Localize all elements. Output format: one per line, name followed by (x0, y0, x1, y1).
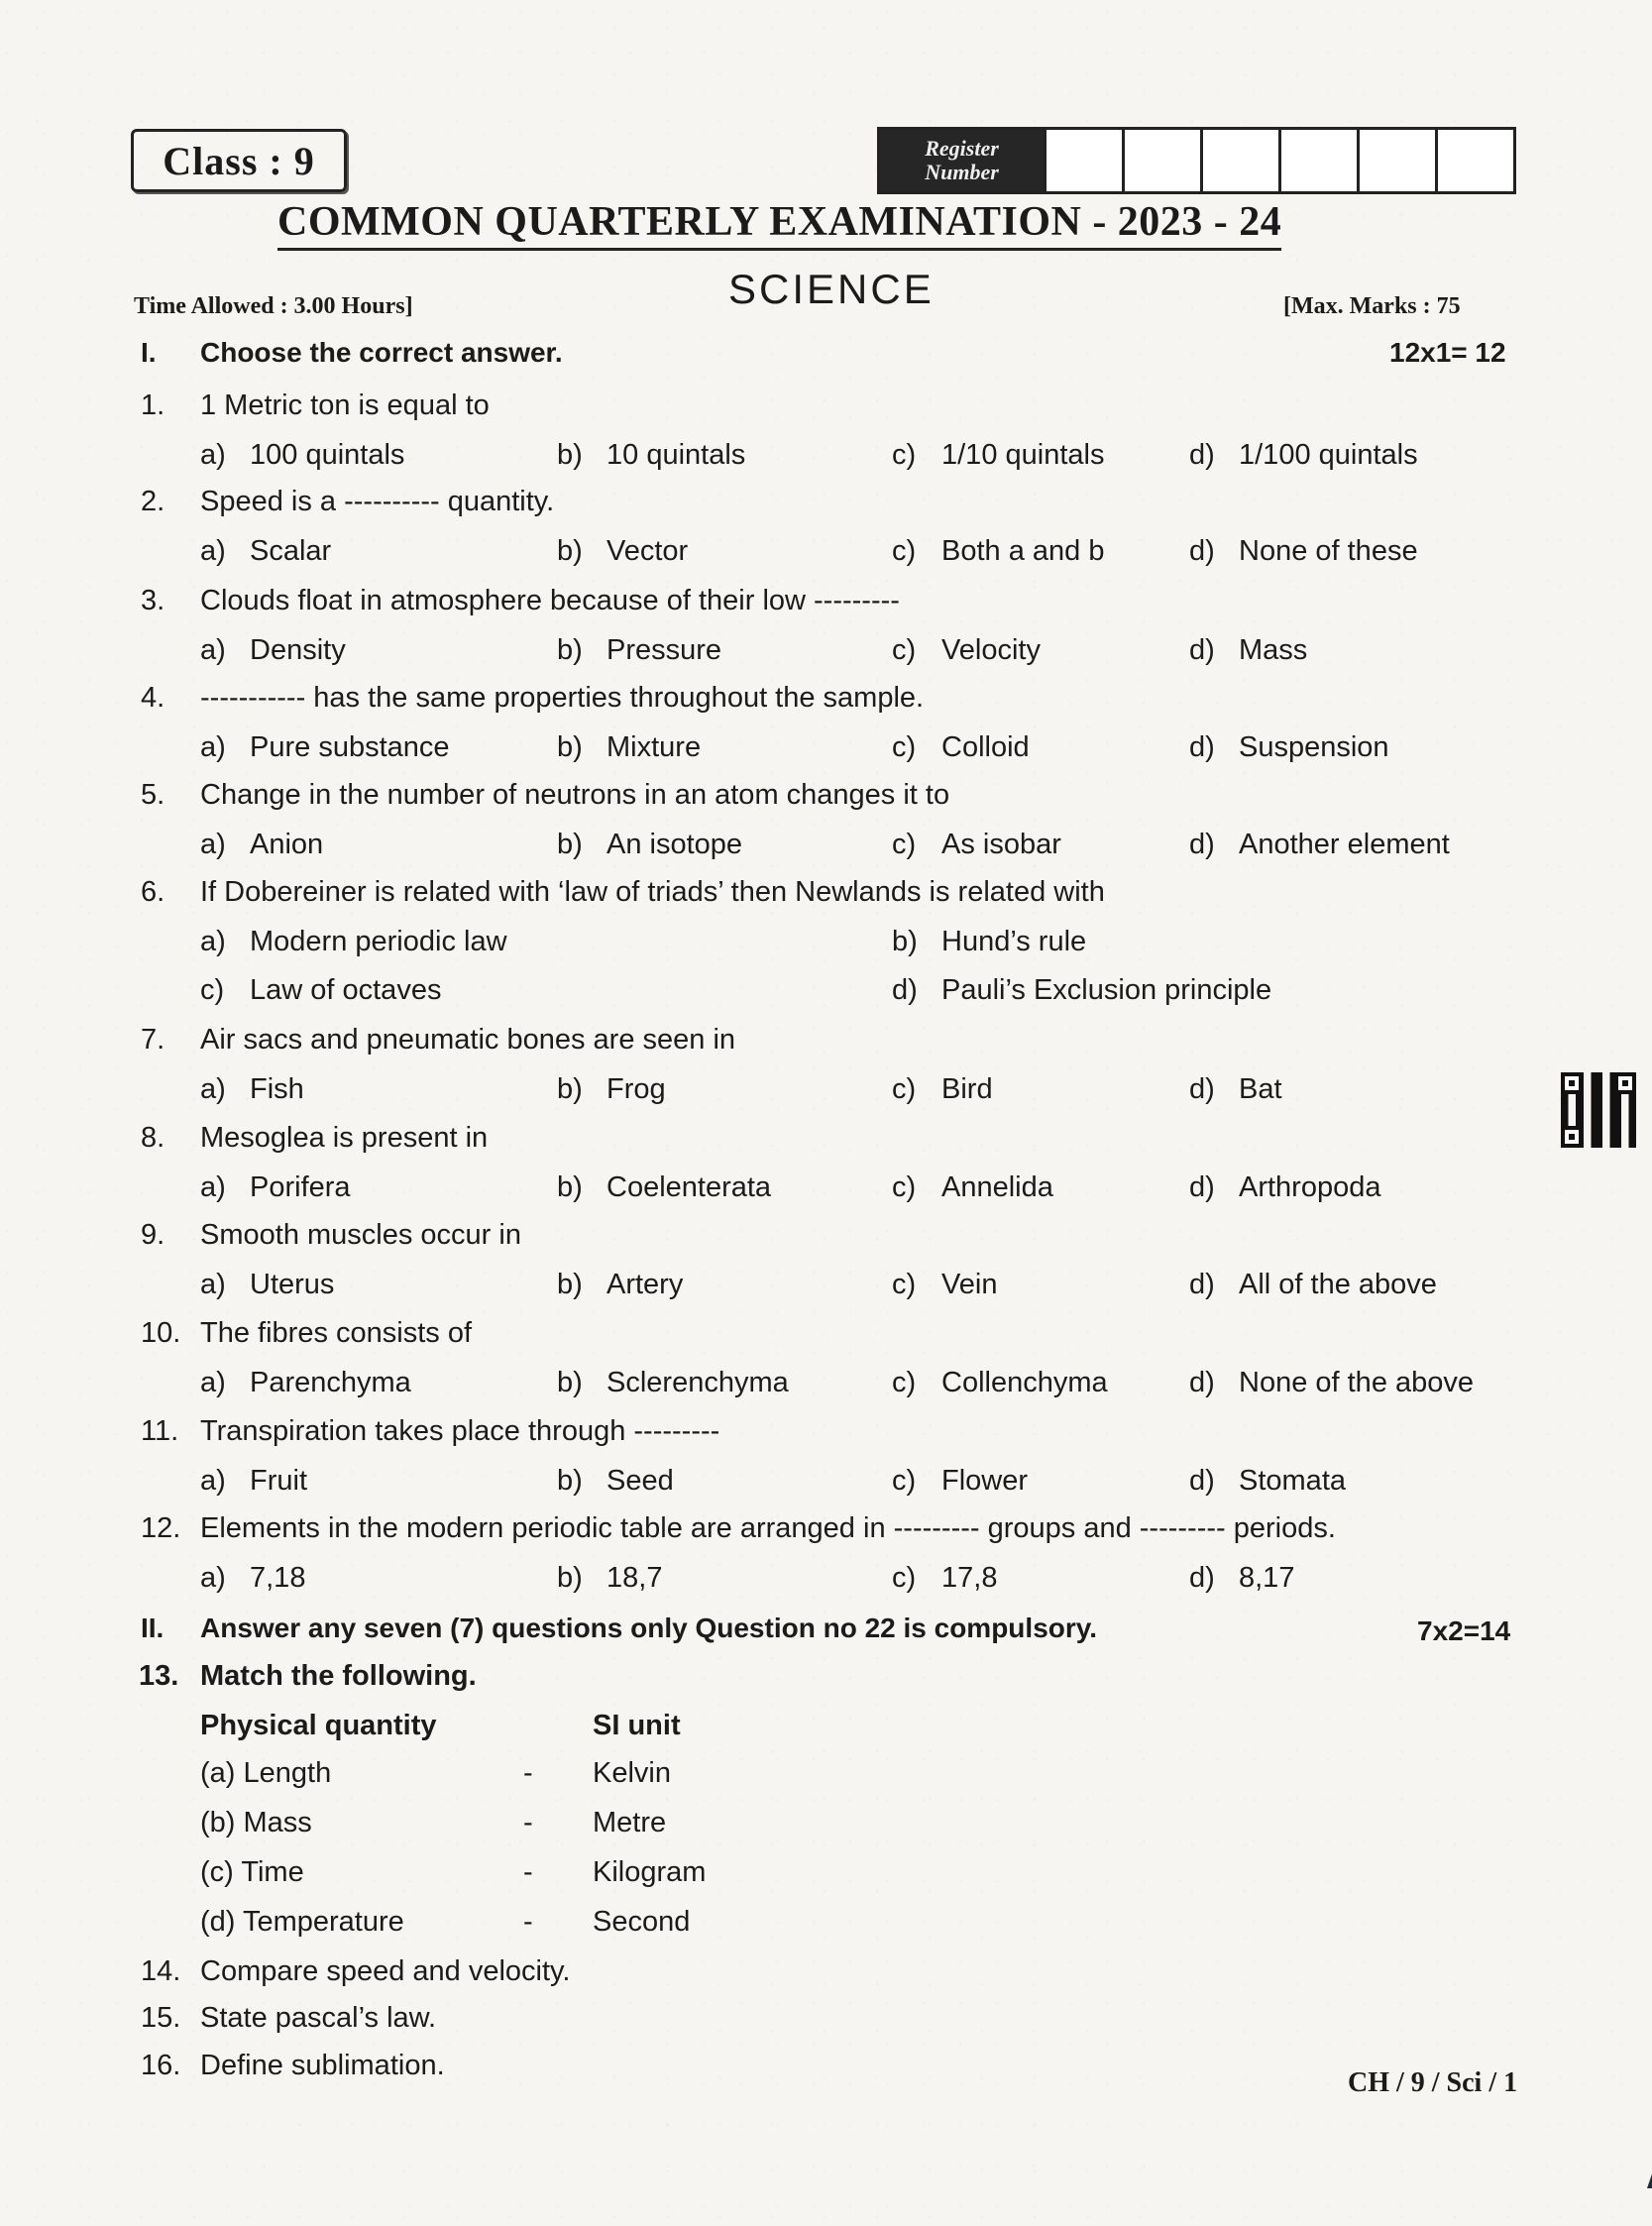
section-2-marks: 7x2=14 (1417, 1615, 1511, 1646)
option-label: b) (557, 1269, 583, 1300)
question-7-option-d[interactable] (1189, 1073, 1282, 1106)
option-label: d) (1189, 731, 1215, 763)
option-label: c) (892, 1269, 917, 1300)
question-7-number: 7. (141, 1024, 165, 1056)
option-label: b) (557, 1465, 583, 1497)
option-label: b) (557, 634, 583, 666)
match-right-a: Kelvin (593, 1757, 671, 1789)
question-16-number: 16. (141, 2050, 181, 2081)
option-label: b) (892, 926, 918, 957)
question-10-number: 10. (141, 1317, 181, 1349)
question-7-text: Air sacs and pneumatic bones are seen in (200, 1024, 736, 1056)
question-2-option-c[interactable] (892, 535, 1104, 568)
option-label: c) (892, 439, 917, 471)
question-11-text: Transpiration takes place through --------- (200, 1415, 720, 1447)
option-text: Mass (1239, 634, 1308, 666)
question-14-number: 14. (141, 1955, 181, 1987)
option-text: Bird (941, 1073, 993, 1105)
option-label: d) (1189, 634, 1215, 666)
match-right-d: Second (593, 1906, 691, 1938)
question-11-number: 11. (141, 1415, 179, 1447)
question-14-text: Compare speed and velocity. (200, 1955, 571, 1987)
option-label: a) (200, 829, 226, 860)
option-label: a) (200, 535, 226, 567)
question-9-option-a[interactable] (200, 1269, 334, 1301)
match-col1-header: Physical quantity (200, 1710, 437, 1741)
question-10-text: The fibres consists of (200, 1317, 472, 1349)
option-label: d) (1189, 1171, 1215, 1203)
option-label: d) (1189, 1562, 1215, 1594)
option-text: Law of octaves (250, 974, 442, 1006)
option-text: Both a and b (941, 535, 1105, 567)
question-4-option-c[interactable] (892, 731, 1030, 764)
question-12-option-b[interactable] (557, 1562, 662, 1595)
match-sep: - (523, 1906, 533, 1938)
question-3-number: 3. (141, 585, 165, 616)
option-text: Pressure (606, 634, 722, 666)
register-digit-cell[interactable] (1122, 130, 1200, 191)
question-8-option-b[interactable] (557, 1171, 771, 1204)
option-text: Vein (941, 1269, 998, 1300)
option-label: c) (892, 731, 917, 763)
option-label: c) (892, 829, 917, 860)
question-5-option-d[interactable] (1189, 829, 1450, 861)
match-right-c: Kilogram (593, 1856, 707, 1888)
question-6-option-d[interactable] (892, 974, 1271, 1007)
question-8-option-d[interactable] (1189, 1171, 1381, 1204)
question-10-option-c[interactable] (892, 1367, 1108, 1399)
question-4-option-d[interactable] (1189, 731, 1389, 764)
option-label: c) (892, 1073, 917, 1105)
max-marks: [Max. Marks : 75 (1283, 293, 1461, 319)
option-label: d) (1189, 1073, 1215, 1105)
question-6-text: If Dobereiner is related with ‘law of triads’ then Newlands is related with (200, 876, 1105, 908)
option-text: Seed (606, 1465, 674, 1497)
question-9-option-c[interactable] (892, 1269, 997, 1301)
option-text: 100 quintals (250, 439, 405, 471)
register-label-line1: Register (925, 136, 999, 161)
option-text: Colloid (941, 731, 1030, 763)
option-text: Stomata (1239, 1465, 1346, 1497)
question-5-text: Change in the number of neutrons in an atom changes it to (200, 779, 950, 811)
question-6-option-c[interactable] (200, 974, 441, 1007)
question-3-text: Clouds float in atmosphere because of their low --------- (200, 585, 900, 616)
question-5-number: 5. (141, 779, 165, 811)
exam-title: COMMON QUARTERLY EXAMINATION - 2023 - 24 (277, 198, 1281, 251)
option-label: a) (200, 926, 226, 957)
question-9-number: 9. (141, 1219, 165, 1251)
qr-code-icon (1561, 1072, 1636, 1148)
question-4-number: 4. (141, 682, 165, 714)
option-label: b) (557, 829, 583, 860)
question-11-option-c[interactable] (892, 1465, 1028, 1498)
option-text: None of these (1239, 535, 1418, 567)
register-digit-cell[interactable] (1278, 130, 1357, 191)
register-label-line2: Number (925, 160, 999, 184)
question-4-option-b[interactable] (557, 731, 701, 764)
option-text: Fruit (250, 1465, 307, 1497)
option-text: Vector (606, 535, 689, 567)
option-label: d) (1189, 829, 1215, 860)
option-text: Pauli’s Exclusion principle (941, 974, 1272, 1006)
option-label: a) (200, 439, 226, 471)
option-text: Arthropoda (1239, 1171, 1381, 1203)
question-12-number: 12. (141, 1512, 181, 1544)
option-label: d) (1189, 535, 1215, 567)
option-label: a) (200, 1171, 226, 1203)
section-1-marks: 12x1= 12 (1389, 337, 1506, 368)
option-text: Artery (606, 1269, 684, 1300)
option-text: Sclerenchyma (606, 1367, 789, 1398)
option-label: c) (892, 1562, 917, 1594)
question-15-text: State pascal’s law. (200, 2002, 437, 2034)
register-number-label (880, 130, 1044, 191)
section-1-number: I. (141, 337, 157, 368)
option-label: d) (1189, 439, 1215, 471)
option-label: d) (1189, 1465, 1215, 1497)
option-text: Mixture (606, 731, 702, 763)
option-text: Parenchyma (250, 1367, 411, 1398)
question-11-option-d[interactable] (1189, 1465, 1346, 1498)
question-6-option-a[interactable] (200, 926, 507, 958)
register-digit-cell[interactable] (1200, 130, 1278, 191)
register-digit-cell[interactable] (1357, 130, 1435, 191)
option-text: 1/100 quintals (1239, 439, 1418, 471)
option-text: 17,8 (941, 1562, 998, 1594)
option-label: c) (892, 634, 917, 666)
option-label: a) (200, 1269, 226, 1300)
option-label: c) (892, 1465, 917, 1497)
option-text: Uterus (250, 1269, 335, 1300)
question-3-option-b[interactable] (557, 634, 721, 667)
question-9-text: Smooth muscles occur in (200, 1219, 521, 1251)
option-label: d) (892, 974, 918, 1006)
option-text: 10 quintals (606, 439, 746, 471)
option-text: All of the above (1239, 1269, 1437, 1300)
option-text: Fish (250, 1073, 304, 1105)
match-left-c: (c) Time (200, 1856, 304, 1888)
register-digit-cell[interactable] (1044, 130, 1122, 191)
match-col2-header: SI unit (593, 1710, 681, 1741)
question-8-text: Mesoglea is present in (200, 1122, 489, 1154)
option-text: 18,7 (606, 1562, 663, 1594)
option-label: b) (557, 1562, 583, 1594)
question-7-option-b[interactable] (557, 1073, 666, 1106)
option-label: c) (892, 535, 917, 567)
option-label: d) (1189, 1269, 1215, 1300)
option-label: b) (557, 439, 583, 471)
question-10-option-a[interactable] (200, 1367, 411, 1399)
question-2-text: Speed is a ---------- quantity. (200, 486, 555, 517)
question-12-option-c[interactable] (892, 1562, 997, 1595)
option-text: An isotope (606, 829, 743, 860)
option-text: Flower (941, 1465, 1029, 1497)
option-text: Porifera (250, 1171, 351, 1203)
tree-logo-icon (1645, 2151, 1652, 2190)
question-5-option-c[interactable] (892, 829, 1061, 861)
register-digit-cell[interactable] (1435, 130, 1513, 191)
question-2-option-a[interactable] (200, 535, 331, 568)
question-1-text: 1 Metric ton is equal to (200, 390, 490, 421)
question-3-option-a[interactable] (200, 634, 346, 667)
option-text: Hund’s rule (941, 926, 1087, 957)
option-label: b) (557, 731, 583, 763)
option-label: b) (557, 1073, 583, 1105)
question-8-option-a[interactable] (200, 1171, 351, 1204)
option-label: c) (892, 1171, 917, 1203)
option-label: c) (200, 974, 225, 1006)
question-11-option-a[interactable] (200, 1465, 307, 1498)
match-left-b: (b) Mass (200, 1807, 312, 1838)
option-label: a) (200, 1562, 226, 1594)
option-text: Frog (606, 1073, 666, 1105)
option-text: Pure substance (250, 731, 450, 763)
section-2-instruction: Answer any seven (7) questions only Question no 22 is compulsory. (200, 1613, 1098, 1643)
option-text: Another element (1239, 829, 1450, 860)
time-allowed: Time Allowed : 3.00 Hours] (134, 293, 413, 319)
question-1-option-a[interactable] (200, 439, 404, 472)
register-number-box (877, 127, 1516, 194)
option-label: a) (200, 1465, 226, 1497)
question-12-option-d[interactable] (1189, 1562, 1294, 1595)
option-text: 1/10 quintals (941, 439, 1105, 471)
question-5-option-a[interactable] (200, 829, 323, 861)
option-label: a) (200, 1367, 226, 1398)
question-5-option-b[interactable] (557, 829, 742, 861)
option-text: As isobar (941, 829, 1061, 860)
question-4-text: ----------- has the same properties throughout the sample. (200, 682, 925, 714)
question-7-option-a[interactable] (200, 1073, 304, 1106)
option-label: b) (557, 1367, 583, 1398)
option-label: b) (557, 535, 583, 567)
option-text: Bat (1239, 1073, 1282, 1105)
option-text: Suspension (1239, 731, 1389, 763)
section-2-number: II. (141, 1613, 165, 1643)
question-2-option-d[interactable] (1189, 535, 1418, 568)
question-2-number: 2. (141, 486, 165, 517)
option-text: Velocity (941, 634, 1041, 666)
question-7-option-c[interactable] (892, 1073, 993, 1106)
question-10-option-d[interactable] (1189, 1367, 1474, 1399)
option-text: Modern periodic law (250, 926, 507, 957)
option-text: Scalar (250, 535, 332, 567)
question-6-option-b[interactable] (892, 926, 1086, 958)
question-9-option-b[interactable] (557, 1269, 683, 1301)
question-6-number: 6. (141, 876, 165, 908)
option-text: Coelenterata (606, 1171, 772, 1203)
option-text: Anion (250, 829, 324, 860)
option-label: b) (557, 1171, 583, 1203)
match-left-d: (d) Temperature (200, 1906, 404, 1938)
question-16-text: Define sublimation. (200, 2050, 445, 2081)
option-label: a) (200, 731, 226, 763)
question-15-number: 15. (141, 2002, 181, 2034)
match-sep: - (523, 1757, 533, 1789)
question-3-option-c[interactable] (892, 634, 1041, 667)
question-2-option-b[interactable] (557, 535, 688, 568)
option-label: c) (892, 1367, 917, 1398)
question-13-text: Match the following. (200, 1660, 477, 1692)
section-1-instruction: Choose the correct answer. (200, 337, 563, 368)
question-1-option-c[interactable] (892, 439, 1104, 472)
option-text: 8,17 (1239, 1562, 1295, 1594)
question-10-option-b[interactable] (557, 1367, 789, 1399)
option-text: Collenchyma (941, 1367, 1108, 1398)
question-12-text: Elements in the modern periodic table are arranged in --------- groups and --------- periods. (200, 1512, 1336, 1544)
option-text: Density (250, 634, 346, 666)
subject-title: SCIENCE (728, 266, 935, 312)
option-text: None of the above (1239, 1367, 1475, 1398)
question-13-number: 13. (139, 1660, 179, 1692)
question-12-option-a[interactable] (200, 1562, 305, 1595)
class-label: Class : 9 (131, 129, 347, 192)
question-8-option-c[interactable] (892, 1171, 1053, 1204)
question-1-number: 1. (141, 390, 165, 421)
paper-code: CH / 9 / Sci / 1 (1348, 2067, 1518, 2098)
question-1-option-b[interactable] (557, 439, 745, 472)
option-label: d) (1189, 1367, 1215, 1398)
question-8-number: 8. (141, 1122, 165, 1154)
match-sep: - (523, 1856, 533, 1888)
option-label: a) (200, 1073, 226, 1105)
option-text: Annelida (941, 1171, 1053, 1203)
question-11-option-b[interactable] (557, 1465, 674, 1498)
option-text: 7,18 (250, 1562, 306, 1594)
option-label: a) (200, 634, 226, 666)
match-left-a: (a) Length (200, 1757, 332, 1789)
question-9-option-d[interactable] (1189, 1269, 1437, 1301)
question-1-option-d[interactable] (1189, 439, 1418, 472)
match-sep: - (523, 1807, 533, 1838)
question-3-option-d[interactable] (1189, 634, 1307, 667)
match-right-b: Metre (593, 1807, 667, 1838)
question-4-option-a[interactable] (200, 731, 450, 764)
